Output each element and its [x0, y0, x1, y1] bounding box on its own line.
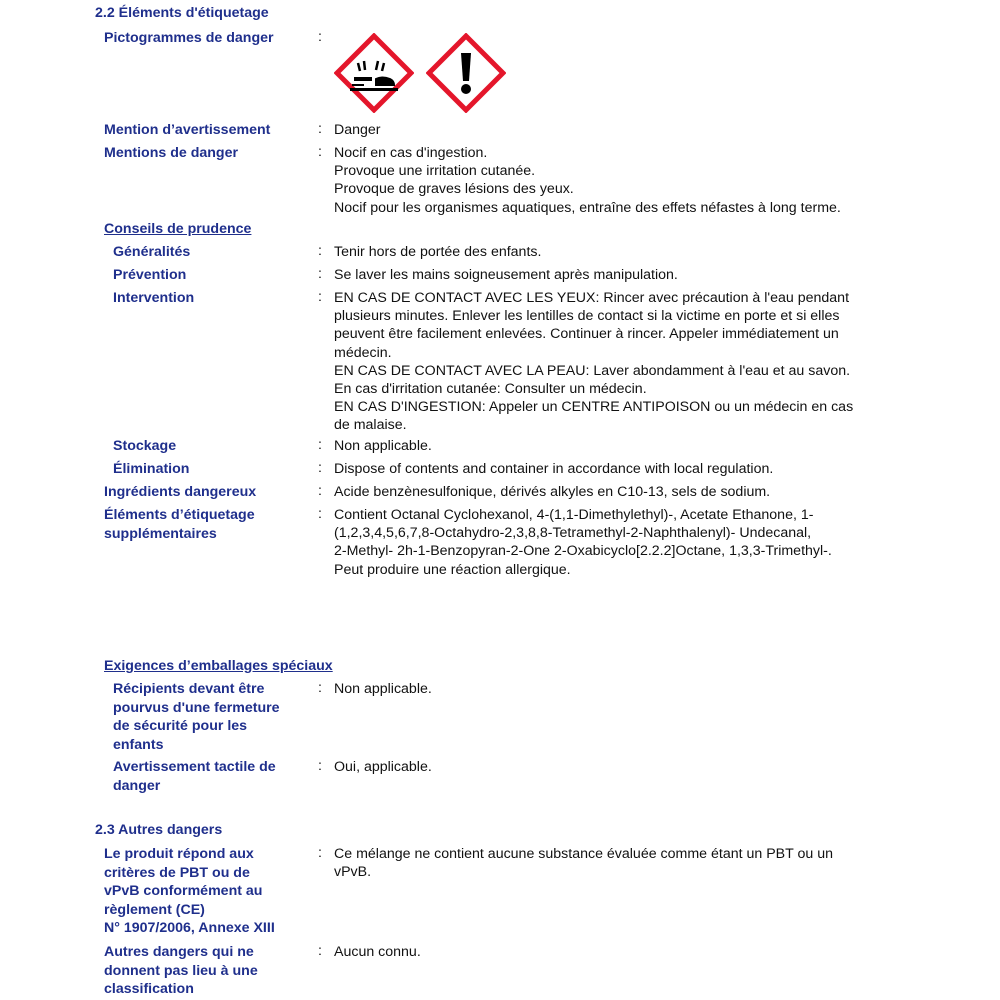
hazard-statement: Nocif en cas d'ingestion.	[334, 145, 488, 161]
colon: :	[318, 460, 322, 476]
additional-line: Contient Octanal Cyclohexanol, 4-(1,1-Dimethylethyl)-, Acetate Ethanone, 1-	[334, 507, 814, 523]
child-resistant-value: Non applicable.	[334, 681, 432, 697]
pbt-label-line: N° 1907/2006, Annexe XIII	[104, 920, 275, 936]
exclamation-mark-pictogram-icon	[426, 33, 506, 113]
section-2-2-title: 2.2 Éléments d'étiquetage	[95, 5, 269, 21]
tactile-warning-label	[113, 758, 309, 795]
colon: :	[318, 680, 322, 696]
hazard-statements-label: Mentions de danger	[104, 145, 239, 161]
response-line: EN CAS D'INGESTION: Appeler un CENTRE ANTIPOISON ou un médecin en cas	[334, 399, 854, 416]
general-value: Tenir hors de portée des enfants.	[334, 244, 542, 260]
child-resistant-label	[113, 680, 309, 754]
prevention-value: Se laver les mains soigneusement après manipulation.	[334, 267, 678, 283]
additional-value	[334, 506, 919, 579]
colon: :	[318, 437, 322, 453]
colon: :	[318, 243, 322, 259]
colon: :	[318, 289, 322, 305]
signal-word-label: Mention d’avertissement	[104, 122, 271, 138]
response-line: de malaise.	[334, 417, 407, 434]
colon: :	[318, 506, 322, 522]
disposal-label: Élimination	[113, 461, 190, 477]
other-hazards-value: Aucun connu.	[334, 944, 421, 960]
colon: :	[318, 121, 322, 137]
storage-label: Stockage	[113, 438, 177, 454]
response-line: EN CAS DE CONTACT AVEC LA PEAU: Laver abondamment à l'eau et au savon.	[334, 362, 851, 379]
response-line: plusieurs minutes. Enlever les lentilles de contact si la victime en porte et si elles	[334, 308, 840, 325]
response-line: En cas d'irritation cutanée: Consulter un médecin.	[334, 381, 647, 398]
signal-word-value: Danger	[334, 122, 381, 138]
other-hazards-label-line: classification	[104, 981, 194, 997]
storage-value: Non applicable.	[334, 438, 432, 454]
section-2-3-title: 2.3 Autres dangers	[95, 822, 223, 838]
additional-line: Peut produire une réaction allergique.	[334, 561, 571, 578]
additional-label-line: supplémentaires	[104, 525, 217, 542]
pbt-label-line: vPvB conformément au	[104, 883, 263, 899]
hazard-statement: Provoque de graves lésions des yeux.	[334, 181, 574, 198]
child-resistant-label-line: enfants	[113, 736, 164, 753]
colon: :	[318, 266, 322, 282]
response-label: Intervention	[113, 290, 195, 306]
packaging-title: Exigences d’emballages spéciaux	[104, 658, 333, 674]
colon: :	[318, 943, 322, 959]
additional-line: (1,2,3,4,5,6,7,8-Octahydro-2,3,8,8-Tetramethyl-2-Naphthalenyl)- Undecanal,	[334, 525, 812, 542]
other-hazards-label	[104, 943, 309, 999]
child-resistant-label-line: de sécurité pour les	[113, 718, 248, 734]
response-line: EN CAS DE CONTACT AVEC LES YEUX: Rincer avec précaution à l'eau pendant	[334, 290, 850, 306]
general-label: Généralités	[113, 244, 191, 260]
colon: :	[318, 29, 322, 45]
precautionary-statements-title: Conseils de prudence	[104, 221, 252, 237]
pbt-label-line: Le produit répond aux	[104, 846, 254, 862]
disposal-value: Dispose of contents and container in accordance with local regulation.	[334, 461, 774, 477]
tactile-warning-value: Oui, applicable.	[334, 759, 432, 775]
response-line: peuvent être facilement enlevées. Continuer à rincer. Appeler immédiatement un	[334, 326, 839, 343]
pbt-value	[334, 845, 919, 881]
pbt-label-line: critères de PBT ou de	[104, 864, 250, 881]
hazard-statement: Provoque une irritation cutanée.	[334, 163, 536, 180]
prevention-label: Prévention	[113, 267, 187, 283]
tactile-warning-label-line: danger	[113, 777, 161, 794]
hazardous-ingredients-label: Ingrédients dangereux	[104, 484, 257, 500]
hazard-statements-value	[334, 144, 919, 217]
pbt-label	[104, 845, 309, 938]
colon: :	[318, 483, 322, 499]
other-hazards-label-line: donnent pas lieu à une	[104, 962, 258, 979]
tactile-warning-label-line: Avertissement tactile de	[113, 759, 276, 775]
response-value	[334, 289, 919, 435]
pbt-label-line: règlement (CE)	[104, 901, 205, 918]
child-resistant-label-line: Récipients devant être	[113, 681, 265, 697]
additional-label	[104, 506, 309, 543]
colon: :	[318, 845, 322, 861]
pictograms-label: Pictogrammes de danger	[104, 30, 274, 46]
additional-line: 2-Methyl- 2h-1-Benzopyran-2-One 2-Oxabicyclo[2.2.2]Octane, 1,3,3-Trimethyl-.	[334, 543, 832, 560]
colon: :	[318, 758, 322, 774]
pbt-line: vPvB.	[334, 864, 372, 881]
hazard-statement: Nocif pour les organismes aquatiques, entraîne des effets néfastes à long terme.	[334, 199, 841, 216]
hazardous-ingredients-value: Acide benzènesulfonique, dérivés alkyles en C10-13, sels de sodium.	[334, 484, 771, 500]
other-hazards-label-line: Autres dangers qui ne	[104, 944, 254, 960]
pbt-line: Ce mélange ne contient aucune substance évaluée comme étant un PBT ou un	[334, 846, 833, 862]
child-resistant-label-line: pourvus d'une fermeture	[113, 699, 280, 716]
response-line: médecin.	[334, 344, 392, 361]
colon: :	[318, 144, 322, 160]
additional-label-line: Éléments d’étiquetage	[104, 507, 255, 523]
corrosion-pictogram-icon	[334, 33, 414, 113]
